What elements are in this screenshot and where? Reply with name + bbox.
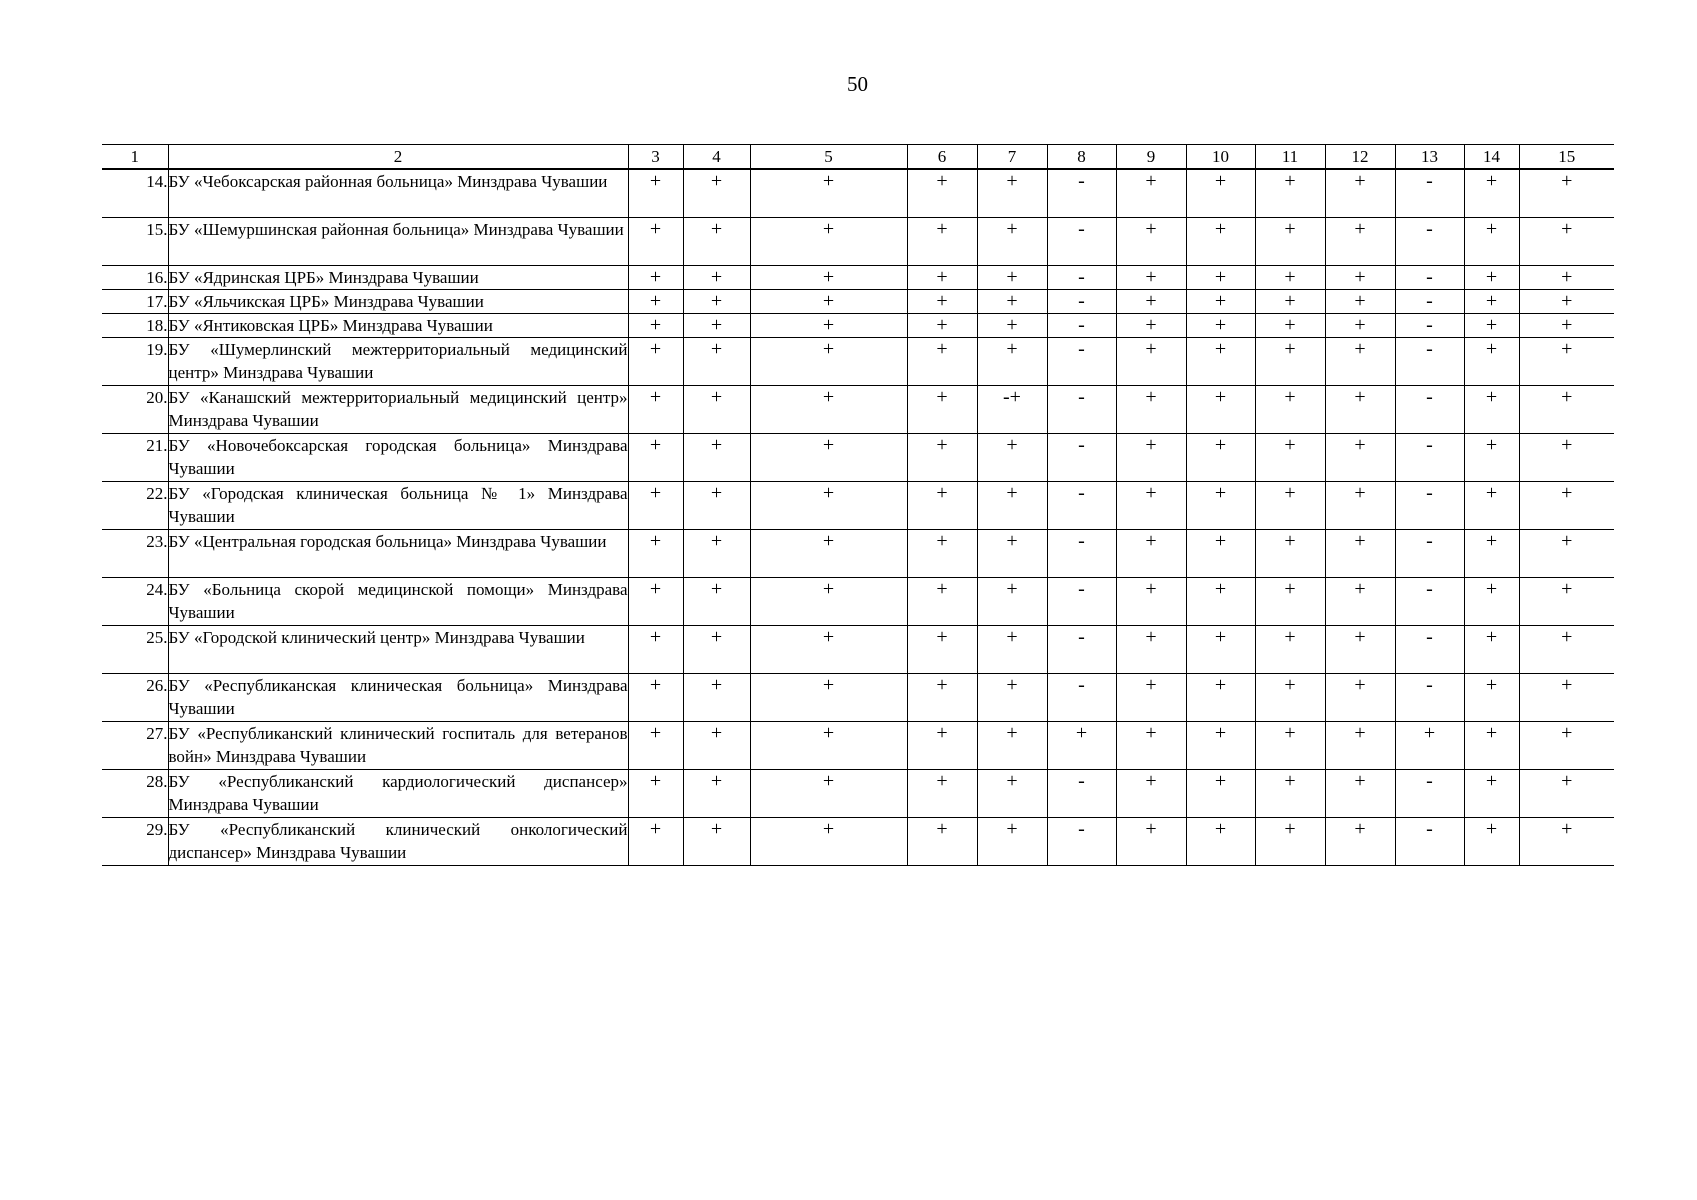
mark-cell: + bbox=[1519, 290, 1614, 314]
column-header: 14 bbox=[1464, 145, 1519, 170]
mark-cell: + bbox=[1464, 338, 1519, 386]
mark-cell: + bbox=[1464, 818, 1519, 866]
mark-cell: + bbox=[1116, 626, 1186, 674]
mark-cell: + bbox=[907, 434, 977, 482]
facilities-table bbox=[102, 144, 1614, 866]
mark-cell: - bbox=[1395, 578, 1464, 626]
mark-cell: + bbox=[1325, 314, 1395, 338]
mark-cell: + bbox=[1255, 770, 1325, 818]
facility-name: БУ «Канашский межтерриториальный медицинский центр» Минздрава Чувашии bbox=[168, 386, 628, 434]
mark-cell: + bbox=[1325, 722, 1395, 770]
mark-cell: + bbox=[977, 266, 1047, 290]
facility-name: БУ «Больница скорой медицинской помощи» Минздрава Чувашии bbox=[168, 578, 628, 626]
column-header: 10 bbox=[1186, 145, 1255, 170]
mark-cell: + bbox=[1116, 434, 1186, 482]
table-row bbox=[102, 266, 1614, 290]
mark-cell: - bbox=[1047, 626, 1116, 674]
facility-name: БУ «Центральная городская больница» Минздрава Чувашии bbox=[168, 530, 628, 578]
mark-cell: + bbox=[683, 674, 750, 722]
mark-cell: + bbox=[1325, 290, 1395, 314]
mark-cell: + bbox=[1186, 386, 1255, 434]
mark-cell: + bbox=[1519, 482, 1614, 530]
mark-cell: + bbox=[683, 530, 750, 578]
mark-cell: + bbox=[1255, 314, 1325, 338]
mark-cell: + bbox=[750, 482, 907, 530]
mark-cell: + bbox=[977, 338, 1047, 386]
mark-cell: + bbox=[1519, 338, 1614, 386]
mark-cell: - bbox=[1047, 266, 1116, 290]
mark-cell: + bbox=[750, 434, 907, 482]
mark-cell: + bbox=[683, 578, 750, 626]
mark-cell: + bbox=[977, 290, 1047, 314]
mark-cell: + bbox=[750, 674, 907, 722]
mark-cell: - bbox=[1395, 818, 1464, 866]
mark-cell: + bbox=[907, 169, 977, 218]
mark-cell: + bbox=[683, 434, 750, 482]
mark-cell: + bbox=[1116, 314, 1186, 338]
mark-cell: - bbox=[1047, 482, 1116, 530]
mark-cell: + bbox=[977, 578, 1047, 626]
mark-cell: + bbox=[1255, 722, 1325, 770]
column-header: 9 bbox=[1116, 145, 1186, 170]
mark-cell: + bbox=[1186, 578, 1255, 626]
mark-cell: + bbox=[1255, 482, 1325, 530]
mark-cell: + bbox=[1464, 314, 1519, 338]
table-row bbox=[102, 770, 1614, 818]
mark-cell: + bbox=[1186, 770, 1255, 818]
mark-cell: - bbox=[1047, 169, 1116, 218]
table-row bbox=[102, 530, 1614, 578]
table-row bbox=[102, 314, 1614, 338]
facility-name: БУ «Республиканский кардиологический диспансер» Минздрава Чувашии bbox=[168, 770, 628, 818]
mark-cell: - bbox=[1395, 314, 1464, 338]
mark-cell: + bbox=[1255, 674, 1325, 722]
mark-cell: + bbox=[683, 626, 750, 674]
mark-cell: - bbox=[1395, 290, 1464, 314]
facility-name: БУ «Чебоксарская районная больница» Минздрава Чувашии bbox=[168, 169, 628, 218]
mark-cell: + bbox=[683, 818, 750, 866]
mark-cell: + bbox=[1325, 770, 1395, 818]
table-row bbox=[102, 722, 1614, 770]
mark-cell: + bbox=[1325, 218, 1395, 266]
mark-cell: + bbox=[683, 386, 750, 434]
row-number: 29. bbox=[102, 818, 168, 866]
facility-name: БУ «Республиканский клинический госпиталь для ветеранов войн» Минздрава Чувашии bbox=[168, 722, 628, 770]
mark-cell: + bbox=[977, 482, 1047, 530]
mark-cell: - bbox=[1047, 818, 1116, 866]
mark-cell: + bbox=[1464, 218, 1519, 266]
column-header: 1 bbox=[102, 145, 168, 170]
mark-cell: + bbox=[628, 770, 683, 818]
mark-cell: + bbox=[1519, 578, 1614, 626]
row-number: 19. bbox=[102, 338, 168, 386]
mark-cell: + bbox=[1325, 530, 1395, 578]
mark-cell: + bbox=[1325, 626, 1395, 674]
mark-cell: - bbox=[1047, 314, 1116, 338]
mark-cell: + bbox=[1519, 722, 1614, 770]
mark-cell: + bbox=[683, 770, 750, 818]
mark-cell: + bbox=[907, 386, 977, 434]
mark-cell: + bbox=[1395, 722, 1464, 770]
mark-cell: + bbox=[977, 722, 1047, 770]
facility-name: БУ «Яльчикская ЦРБ» Минздрава Чувашии bbox=[168, 290, 628, 314]
mark-cell: + bbox=[683, 722, 750, 770]
mark-cell: + bbox=[907, 578, 977, 626]
mark-cell: + bbox=[750, 770, 907, 818]
mark-cell: - bbox=[1395, 266, 1464, 290]
table-row bbox=[102, 578, 1614, 626]
mark-cell: + bbox=[1116, 218, 1186, 266]
facility-name: БУ «Городской клинический центр» Минздрава Чувашии bbox=[168, 626, 628, 674]
mark-cell: + bbox=[977, 314, 1047, 338]
mark-cell: + bbox=[628, 290, 683, 314]
mark-cell: + bbox=[1116, 169, 1186, 218]
mark-cell: + bbox=[628, 674, 683, 722]
facility-name: БУ «Шумерлинский межтерриториальный медицинский центр» Минздрава Чувашии bbox=[168, 338, 628, 386]
mark-cell: - bbox=[1395, 218, 1464, 266]
mark-cell: + bbox=[683, 266, 750, 290]
mark-cell: + bbox=[1255, 169, 1325, 218]
facility-name: БУ «Новочебоксарская городская больница» Минздрава Чувашии bbox=[168, 434, 628, 482]
mark-cell: + bbox=[1116, 386, 1186, 434]
table-row bbox=[102, 626, 1614, 674]
row-number: 27. bbox=[102, 722, 168, 770]
column-header: 12 bbox=[1325, 145, 1395, 170]
facility-name: БУ «Ядринская ЦРБ» Минздрава Чувашии bbox=[168, 266, 628, 290]
mark-cell: + bbox=[750, 578, 907, 626]
mark-cell: + bbox=[1464, 626, 1519, 674]
mark-cell: + bbox=[750, 386, 907, 434]
mark-cell: + bbox=[628, 722, 683, 770]
mark-cell: + bbox=[628, 266, 683, 290]
mark-cell: + bbox=[683, 169, 750, 218]
mark-cell: + bbox=[1186, 482, 1255, 530]
mark-cell: + bbox=[1116, 674, 1186, 722]
mark-cell: + bbox=[1255, 290, 1325, 314]
mark-cell: - bbox=[1047, 290, 1116, 314]
row-number: 24. bbox=[102, 578, 168, 626]
row-number: 20. bbox=[102, 386, 168, 434]
mark-cell: + bbox=[750, 218, 907, 266]
mark-cell: + bbox=[1255, 266, 1325, 290]
mark-cell: + bbox=[907, 722, 977, 770]
mark-cell: + bbox=[750, 818, 907, 866]
mark-cell: + bbox=[683, 482, 750, 530]
mark-cell: + bbox=[1464, 266, 1519, 290]
mark-cell: + bbox=[1464, 530, 1519, 578]
table-row bbox=[102, 338, 1614, 386]
mark-cell: + bbox=[683, 314, 750, 338]
mark-cell: + bbox=[1116, 530, 1186, 578]
mark-cell: + bbox=[977, 434, 1047, 482]
mark-cell: + bbox=[1186, 818, 1255, 866]
mark-cell: + bbox=[1116, 770, 1186, 818]
mark-cell: + bbox=[1325, 386, 1395, 434]
mark-cell: - bbox=[1395, 169, 1464, 218]
column-header: 6 bbox=[907, 145, 977, 170]
mark-cell: + bbox=[907, 218, 977, 266]
mark-cell: + bbox=[977, 530, 1047, 578]
mark-cell: + bbox=[1519, 169, 1614, 218]
column-header: 13 bbox=[1395, 145, 1464, 170]
row-number: 14. bbox=[102, 169, 168, 218]
column-header: 7 bbox=[977, 145, 1047, 170]
mark-cell: + bbox=[1464, 578, 1519, 626]
mark-cell: + bbox=[1519, 770, 1614, 818]
row-number: 21. bbox=[102, 434, 168, 482]
mark-cell: - bbox=[1395, 434, 1464, 482]
row-number: 15. bbox=[102, 218, 168, 266]
column-header: 5 bbox=[750, 145, 907, 170]
mark-cell: + bbox=[1186, 722, 1255, 770]
row-number: 16. bbox=[102, 266, 168, 290]
table-row bbox=[102, 818, 1614, 866]
facility-name: БУ «Республиканский клинический онкологический диспансер» Минздрава Чувашии bbox=[168, 818, 628, 866]
mark-cell: + bbox=[1116, 818, 1186, 866]
table-row bbox=[102, 218, 1614, 266]
mark-cell: + bbox=[1519, 818, 1614, 866]
mark-cell: + bbox=[750, 290, 907, 314]
mark-cell: + bbox=[1519, 434, 1614, 482]
facility-name: БУ «Шемуршинская районная больница» Минздрава Чувашии bbox=[168, 218, 628, 266]
mark-cell: - bbox=[1395, 674, 1464, 722]
row-number: 18. bbox=[102, 314, 168, 338]
mark-cell: + bbox=[628, 386, 683, 434]
facility-name: БУ «Республиканская клиническая больница» Минздрава Чувашии bbox=[168, 674, 628, 722]
mark-cell: + bbox=[1464, 434, 1519, 482]
mark-cell: + bbox=[628, 169, 683, 218]
mark-cell: + bbox=[683, 290, 750, 314]
row-number: 23. bbox=[102, 530, 168, 578]
mark-cell: + bbox=[1255, 218, 1325, 266]
table-row bbox=[102, 386, 1614, 434]
table-row bbox=[102, 674, 1614, 722]
mark-cell: + bbox=[1255, 338, 1325, 386]
mark-cell: + bbox=[683, 338, 750, 386]
mark-cell: + bbox=[1519, 626, 1614, 674]
mark-cell: + bbox=[907, 338, 977, 386]
mark-cell: + bbox=[1186, 169, 1255, 218]
mark-cell: + bbox=[907, 290, 977, 314]
mark-cell: + bbox=[977, 818, 1047, 866]
mark-cell: + bbox=[907, 266, 977, 290]
column-header: 11 bbox=[1255, 145, 1325, 170]
mark-cell: + bbox=[907, 770, 977, 818]
mark-cell: + bbox=[1116, 338, 1186, 386]
mark-cell: + bbox=[907, 314, 977, 338]
mark-cell: + bbox=[628, 578, 683, 626]
mark-cell: + bbox=[750, 530, 907, 578]
mark-cell: + bbox=[977, 674, 1047, 722]
row-number: 26. bbox=[102, 674, 168, 722]
mark-cell: + bbox=[1186, 218, 1255, 266]
mark-cell: + bbox=[1519, 674, 1614, 722]
mark-cell: + bbox=[1464, 674, 1519, 722]
mark-cell: + bbox=[1464, 722, 1519, 770]
table-row bbox=[102, 434, 1614, 482]
mark-cell: + bbox=[1519, 386, 1614, 434]
mark-cell: + bbox=[1255, 818, 1325, 866]
mark-cell: + bbox=[1116, 578, 1186, 626]
mark-cell: - bbox=[1047, 578, 1116, 626]
mark-cell: + bbox=[1464, 169, 1519, 218]
mark-cell: + bbox=[628, 818, 683, 866]
mark-cell: + bbox=[1255, 530, 1325, 578]
facility-name: БУ «Янтиковская ЦРБ» Минздрава Чувашии bbox=[168, 314, 628, 338]
mark-cell: + bbox=[1325, 578, 1395, 626]
row-number: 22. bbox=[102, 482, 168, 530]
mark-cell: + bbox=[750, 266, 907, 290]
mark-cell: + bbox=[1116, 482, 1186, 530]
mark-cell: + bbox=[628, 530, 683, 578]
mark-cell: - bbox=[1395, 482, 1464, 530]
table-row bbox=[102, 290, 1614, 314]
mark-cell: + bbox=[628, 626, 683, 674]
table-body bbox=[102, 169, 1614, 866]
mark-cell: + bbox=[1519, 266, 1614, 290]
mark-cell: + bbox=[750, 338, 907, 386]
mark-cell: + bbox=[907, 626, 977, 674]
mark-cell: + bbox=[1519, 218, 1614, 266]
mark-cell: + bbox=[750, 169, 907, 218]
column-header: 8 bbox=[1047, 145, 1116, 170]
mark-cell: + bbox=[750, 626, 907, 674]
mark-cell: + bbox=[750, 722, 907, 770]
mark-cell: + bbox=[628, 482, 683, 530]
mark-cell: - bbox=[1047, 386, 1116, 434]
mark-cell: + bbox=[1047, 722, 1116, 770]
mark-cell: + bbox=[628, 434, 683, 482]
mark-cell: + bbox=[1116, 290, 1186, 314]
mark-cell: + bbox=[1519, 314, 1614, 338]
mark-cell: + bbox=[1186, 530, 1255, 578]
mark-cell: + bbox=[628, 314, 683, 338]
mark-cell: + bbox=[1116, 266, 1186, 290]
mark-cell: + bbox=[1186, 266, 1255, 290]
mark-cell: + bbox=[1255, 626, 1325, 674]
mark-cell: + bbox=[750, 314, 907, 338]
mark-cell: + bbox=[1325, 169, 1395, 218]
mark-cell: + bbox=[977, 626, 1047, 674]
mark-cell: + bbox=[977, 770, 1047, 818]
mark-cell: + bbox=[1186, 290, 1255, 314]
mark-cell: -+ bbox=[977, 386, 1047, 434]
facility-name: БУ «Городская клиническая больница № 1» Минздрава Чувашии bbox=[168, 482, 628, 530]
mark-cell: - bbox=[1047, 530, 1116, 578]
mark-cell: + bbox=[977, 218, 1047, 266]
mark-cell: + bbox=[1464, 386, 1519, 434]
mark-cell: + bbox=[1255, 434, 1325, 482]
mark-cell: - bbox=[1047, 434, 1116, 482]
mark-cell: - bbox=[1395, 386, 1464, 434]
column-header: 2 bbox=[168, 145, 628, 170]
mark-cell: - bbox=[1047, 770, 1116, 818]
mark-cell: + bbox=[1186, 674, 1255, 722]
mark-cell: + bbox=[1464, 482, 1519, 530]
mark-cell: - bbox=[1395, 770, 1464, 818]
mark-cell: + bbox=[907, 530, 977, 578]
mark-cell: - bbox=[1395, 530, 1464, 578]
mark-cell: + bbox=[628, 218, 683, 266]
column-header: 4 bbox=[683, 145, 750, 170]
mark-cell: + bbox=[1325, 674, 1395, 722]
mark-cell: + bbox=[1325, 338, 1395, 386]
column-header: 15 bbox=[1519, 145, 1614, 170]
mark-cell: + bbox=[1325, 818, 1395, 866]
mark-cell: + bbox=[907, 482, 977, 530]
mark-cell: + bbox=[1116, 722, 1186, 770]
mark-cell: + bbox=[1255, 578, 1325, 626]
mark-cell: + bbox=[1186, 314, 1255, 338]
mark-cell: + bbox=[1186, 434, 1255, 482]
column-header: 3 bbox=[628, 145, 683, 170]
mark-cell: + bbox=[1255, 386, 1325, 434]
mark-cell: + bbox=[977, 169, 1047, 218]
mark-cell: + bbox=[1519, 530, 1614, 578]
mark-cell: + bbox=[1325, 266, 1395, 290]
mark-cell: + bbox=[907, 674, 977, 722]
mark-cell: + bbox=[1325, 482, 1395, 530]
row-number: 17. bbox=[102, 290, 168, 314]
page-number: 50 bbox=[847, 72, 868, 96]
table-row bbox=[102, 169, 1614, 218]
mark-cell: + bbox=[1186, 626, 1255, 674]
mark-cell: - bbox=[1047, 338, 1116, 386]
mark-cell: - bbox=[1395, 338, 1464, 386]
table-row bbox=[102, 482, 1614, 530]
column-number-row bbox=[102, 145, 1614, 170]
mark-cell: + bbox=[1464, 770, 1519, 818]
mark-cell: - bbox=[1395, 626, 1464, 674]
mark-cell: - bbox=[1047, 218, 1116, 266]
mark-cell: + bbox=[1186, 338, 1255, 386]
row-number: 28. bbox=[102, 770, 168, 818]
mark-cell: - bbox=[1047, 674, 1116, 722]
mark-cell: + bbox=[628, 338, 683, 386]
mark-cell: + bbox=[1325, 434, 1395, 482]
row-number: 25. bbox=[102, 626, 168, 674]
mark-cell: + bbox=[907, 818, 977, 866]
mark-cell: + bbox=[683, 218, 750, 266]
mark-cell: + bbox=[1464, 290, 1519, 314]
